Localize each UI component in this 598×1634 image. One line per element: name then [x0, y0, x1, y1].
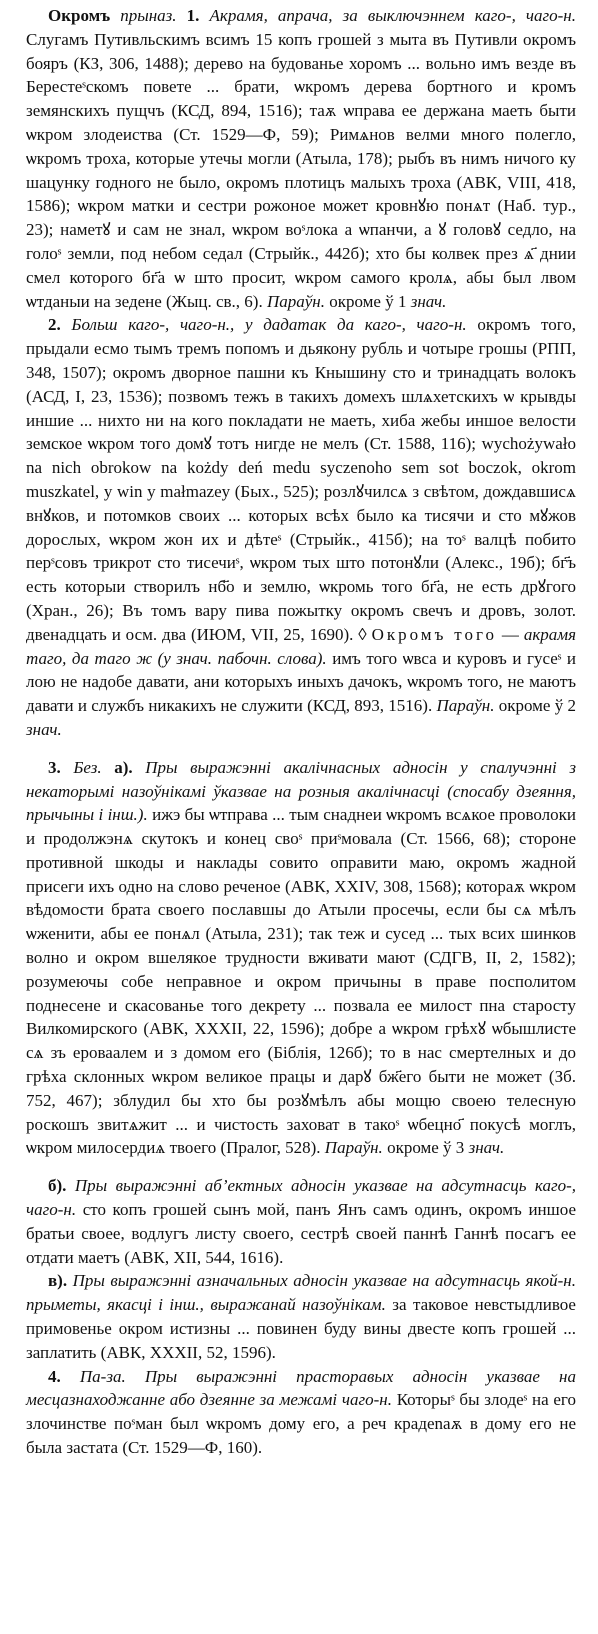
entry-okrom-sense-2 — [26, 313, 576, 741]
text-run: Пры выражэнні аб’ектных адносін указвае на адсутнасць каго-, чаго-н. — [26, 1176, 576, 1220]
text-run: в). — [48, 1271, 68, 1291]
text-run: а). — [114, 757, 133, 777]
text-run: — — [497, 624, 524, 644]
entry-okrom-sense-1 — [26, 4, 576, 313]
entry-okrom-sense-4 — [26, 1365, 576, 1460]
text-run: Окромъ — [48, 6, 111, 25]
text-run: Больш каго-, чаго-н., у дадатак да каго-, чаго-н. — [60, 315, 467, 335]
text-run: Па-за. Пры выражэнні прасторавых адносін указвае на месцазнаходжанне або дзеянне за межамі чаго-н. — [26, 1366, 576, 1410]
text-run: прыназ. — [110, 6, 187, 25]
text-run: акрамя таго, да таго ж (у знач. пабочн. слова). — [26, 624, 577, 668]
text-run: б). — [48, 1176, 67, 1196]
text-run: окромъ того, прыдали есмо тымъ тремъ попомъ и дьякону рубль и чотыре грошы (РПП, 348, 1507); окромъ дворное пашни къ Кнышину сто и тринадцать волокъ (АСД, I, 23, 1536); позвомъ тежъ в такихъ домехъ шлѧхетскихъ ѡ крывды иншие ... нихто ни на кого покладати не маеть, хиба жебы иншое велости земское ѡкром того домꙋ тотъ нигде не мелъ (Ст. 1588, 116); wychożywało na nich obrokow na kożdy deń medu syczenoho sem sot boczok, okrom muszkatel, y win y małmazey (Бых., 525); розлꙋчилсѧ з свѣтом, дождавшисѧ внꙋков, и потомков своих ... которых всѣх было ка тисячи и сто мꙋжов дорослых, ѡкром жон их и дѣтеˢ (Стрыйк., 415б); на тоˢ валцѣ побито перˢсовъ трикрот сто тисечиˢ, ѡкром тых што потонꙋли (Алекс., 19б); бг҃ъ есть которыи створилъ нб҃о и землю, ѡкромь того бг҃а, не есть дрꙋгого (Хран., 26); Въ томъ вару пива пожытку окромъ свечъ и дровъ, золот. двенадцать и осм. два (ИЮМ, VII, 25, 1690). ◊ — [26, 315, 576, 644]
entry-okrom-sense-3c — [26, 1269, 576, 1364]
text-run: 1. — [186, 6, 200, 25]
text-run: окроме ў 3 — [382, 1138, 469, 1158]
entry-okrom-sense-3a — [26, 756, 576, 1161]
text-run: Акрамя, апрача, за выключэннем каго-, чаго-н. — [199, 6, 576, 25]
text-run: ижэ бы ѡтправа ... тым снаднеи ѡкромъ всѧкое проволоки и продолжэнѧ скутокъ и конец своˢ приˢмовала (Ст. 1566, 68); стороне противной шкоды и наклады совито оправити маю, окромъ жадной присеги ихъ одно на слово реченое (АВК, XXIV, 308, 1568); котораѫ ѡкром вѣдомости брата своего пославшы до Атыли просечы, если бы сѧ мѣлъ ѡженити, абы ее понѧл (Атыла, 231); так теж и сусед ... тых всих шинков волно и окром вшелякое трудности вживати мают (СДГВ, II, 2, 1582); розумеючы собе неправное и окром причыны в праве посполитом поднесене и скасованье того декрету ... позвала ее милост пна старосту Вилкомирского (АВК, XXXII, 22, 1596); добре а ѡкром грѣхꙋ ѡбышлисте сѧ зъ ероваалем и з домом его (Біблія, 126б); то в нас смертелных и до грѣха склонных ѡкром великое працы и дарꙋ бж҃его быти не может (Зб. 752, 467); зблудил бы хто бы розꙋмѣлъ абы мощю своею телесную роскошъ звитѧжит ... и чистость заховат в такоˢ ѡбецно҃ покусѣ моглъ, ѡкром милосердиѧ твоего (Пралог, 528). — [26, 805, 576, 1158]
text-run: Пры выражэнні азначальных адносін указвае на адсутнасць якой-н. прыметы, якасці і інш., выражанай назоўнікам. — [26, 1271, 576, 1315]
text-run: знач. — [468, 1138, 505, 1158]
text-run: Параўн. — [324, 1138, 383, 1158]
text-run: Без. — [60, 757, 115, 777]
text-run: окроме ў 2 — [494, 696, 576, 716]
text-run: Параўн. — [436, 696, 495, 716]
text-run: 3. — [48, 757, 61, 777]
text-run: 2. — [48, 315, 61, 335]
text-run: имъ того ѡвса и куровъ и гусеˢ и лою не надобе давати, ани которыхъ иныхъ дачокъ, ѡкромъ того, не маютъ давати и службъ никакихъ не служити (КСД, 893, 1516). — [26, 648, 577, 716]
text-run: Которыˢ бы злодеˢ на его злочинстве поˢман был ѡкромъ дому его, а реч крадеnaѫ в дому его не была застата (Ст. 1529—Ф, 160). — [26, 1390, 576, 1458]
text-run: за таковое невстыдливое примовенье окром истизны ... повинен буду вины двесте копъ грошей ... заплатить (АВК, XXXII, 52, 1596). — [26, 1295, 576, 1362]
text-run: 4. — [48, 1366, 61, 1386]
entry-okrom-sense-3b — [26, 1174, 576, 1269]
text-run: Слугамъ Путивльскимъ всимъ 15 копъ грошей з мыта въ Путивли окромъ бояръ (КЗ, 306, 1488); дерево на будованье хоромъ ... вольно имъ везде въ Берестеˢскомъ повете ... брати, ѡкромъ дерева бортного и кромъ земянскихъ пущчъ (КСД, 894, 1516); таѫ ѡправа ее держана маеть быти ѡкром злодеиства (Ст. 1529—Ф, 59); Римѧнов велми много полегло, ѡкромъ троха, которые утечы могли (Атыла, 178); рыбъ въ нимъ ничого ку шацунку годного не было, окромъ плотицъ малыхъ троха (АВК, VIII, 418, 1586); ѡкром матки и сестри рожоное может кровнꙋю понѧт (Наб. тур., 23); наметꙋ и сам не знал, ѡкром воˢлока a ѡпанчи, a ꙋ головꙋ седло, на голоˢ земли, под небом седал (Стрыйк., 442б); хто бы колвек през ѧ҃ днии смел которого бг҃а ѡ што просит, ѡкром самого кролѧ, абы был лвом ѡтданыи на зедене (Жыц. св., 6). — [26, 29, 576, 311]
text-run: Параўн. — [266, 291, 325, 311]
text-run: окроме ў 1 — [324, 291, 411, 311]
text-run: Окромъ того — [371, 624, 498, 644]
text-run: знач. — [26, 719, 62, 739]
text-run: сто копъ грошей сынъ мой, панъ Янъ самъ одинъ, окромъ иншое братьи своее, водлугъ листу своего, сестрѣ своей паннѣ Ганнѣ посагъ ее отдати маетъ (АВК, XII, 544, 1616). — [26, 1200, 576, 1267]
text-run: знач. — [410, 291, 447, 311]
text-run: Пры выражэнні акалічнасных адносін у спалучэнні з некаторымі назоўнікамі ўказвае на розныя акалічнасці (спосабу дзеяння, прычыны і інш.). — [26, 757, 577, 825]
